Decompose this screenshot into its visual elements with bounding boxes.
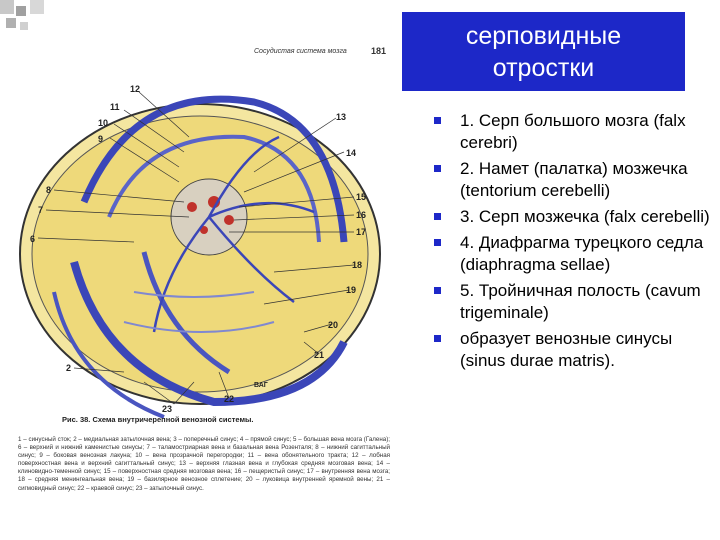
figure-label: 20 [328, 320, 339, 330]
figure-label: 9 [98, 134, 104, 144]
figure-label: 23 [162, 404, 173, 414]
bullet-item: образует венозные синусы (sinus durae matris). [430, 328, 715, 372]
figure-caption-body: 1 – синусный сток; 2 – медиальная затылочная вена; 3 – поперечный синус; 4 – прямой синус; 5 – большая вена мозга (Галена); 6 – верхний и нижний каменистые синусы; 7 – таламостриарная вена и базальная вена Розенталя; 8 – нижний сагиттальный синус; 9 – боковая венозная лакуна; 10 – вена прозрачной перегородки; 11 – вена обонятельного тракта; 12 – лобная поверхностная вена и верхний сагиттальный синус; 13 – верхняя глазная вена и глубокая средняя мозговая вена; 14 – клиновидно-теменной синус; 15 – поверхностная средняя мозговая вена; 16 – пещеристый синус; 17 – внутренняя вена мозга; 18 – средняя менингеальная вена; 19 – базилярное венозное сплетение; 20 – луковица внутренней яремной вены; 21 – сигмовидный синус; 22 – краевой синус; 23 – затылочный синус. [18, 436, 390, 492]
bullet-square-icon [434, 287, 441, 294]
figure-label: 15 [356, 192, 367, 202]
bullet-square-icon [434, 165, 441, 172]
figure-label: 12 [130, 84, 141, 94]
book-page-number: 181 [371, 46, 387, 56]
slide-title: серповидные отростки [465, 21, 622, 82]
figure-label: 2 [66, 363, 72, 373]
corner-decoration [0, 0, 60, 40]
bullet-item: 2. Намет (палатка) мозжечка (tentorium cerebelli) [430, 158, 715, 202]
figure-label: 7 [38, 205, 44, 215]
bullet-square-icon [434, 117, 441, 124]
book-page-header: Сосудистая система мозга [254, 48, 347, 55]
bullet-item: 4. Диафрагма турецкого седла (diaphragma sellae) [430, 232, 715, 276]
figure-label: 6 [30, 234, 36, 244]
bullet-item: 1. Серп большого мозга (falx cerebri) [430, 110, 715, 154]
bullet-item: 3. Серп мозжечка (falx cerebelli) [430, 206, 715, 228]
bullet-square-icon [434, 335, 441, 342]
figure-label: 14 [346, 148, 357, 158]
figure-label: 21 [314, 350, 325, 360]
vein-node [224, 215, 234, 225]
figure-label: 11 [110, 102, 120, 112]
figure-label: 17 [356, 227, 367, 237]
figure-label: 10 [98, 118, 109, 128]
figure-label: 13 [336, 112, 347, 122]
figure-caption-title: Рис. 38. Схема внутричерепной венозной системы. [62, 415, 254, 424]
vein-node [187, 202, 197, 212]
figure-label: 22 [224, 394, 235, 404]
figure-label: 8 [46, 185, 52, 195]
figure-signature: ВАГ [254, 382, 268, 389]
bullet-list [430, 110, 715, 376]
bullet-item: 5. Тройничная полость (cavum trigeminale) [430, 280, 715, 324]
figure-label: 18 [352, 260, 363, 270]
figure-label: 16 [356, 210, 367, 220]
bullet-square-icon [434, 239, 441, 246]
figure-label: 19 [346, 285, 357, 295]
slide-title-box [402, 12, 685, 91]
bullet-square-icon [434, 213, 441, 220]
